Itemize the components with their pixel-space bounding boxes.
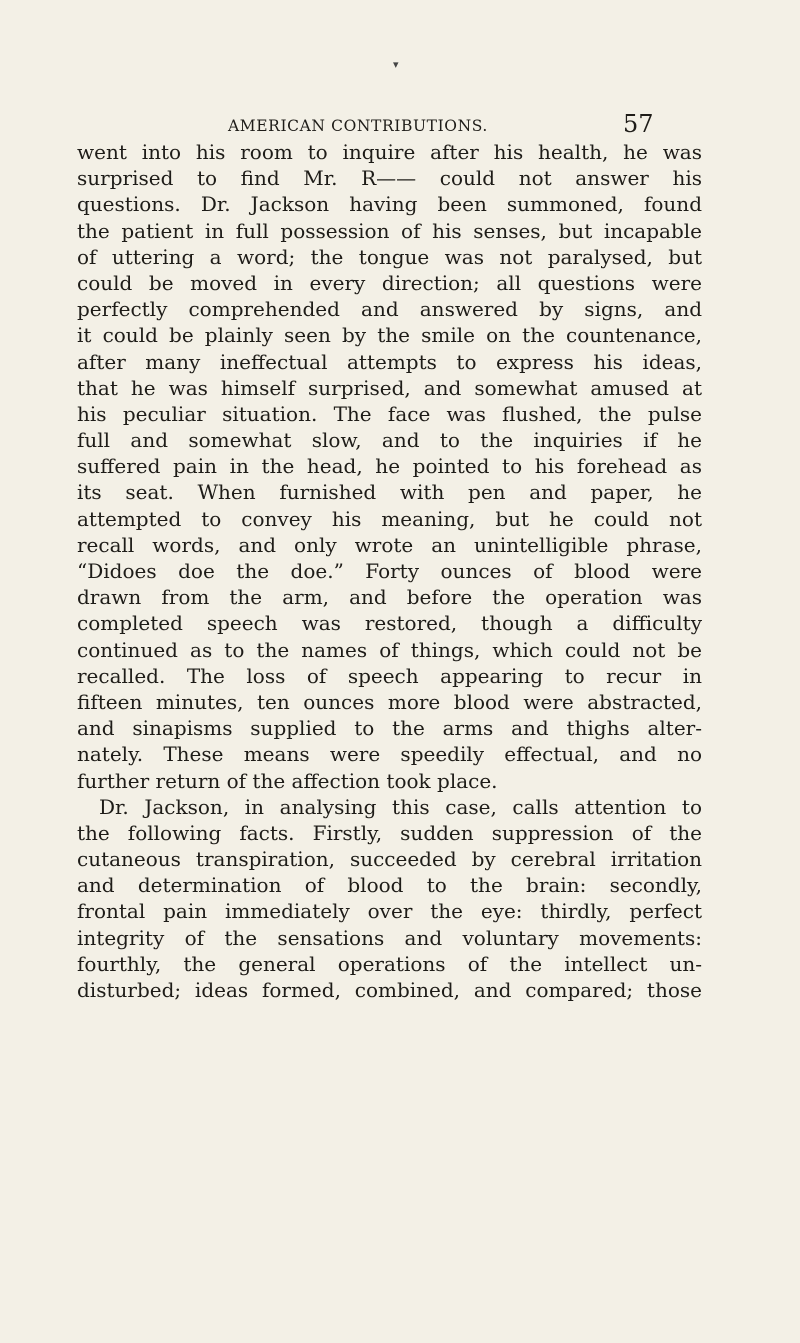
text-line: full and somewhat slow, and to the inquiries if he	[77, 428, 702, 453]
page-number: 57	[623, 110, 654, 138]
page-header	[0, 90, 800, 138]
text-line: after many ineffectual attempts to express his ideas,	[77, 349, 702, 374]
text-line: “Didoes doe the doe.” Forty ounces of blood were	[77, 559, 702, 583]
text-line: questions. Dr. Jackson having been summoned, found	[77, 192, 702, 217]
text-line: it could be plainly seen by the smile on the countenance,	[77, 323, 702, 348]
text-line: recalled. The loss of speech appearing to recur in	[77, 663, 702, 688]
body-text	[77, 139, 702, 1003]
text-line: fifteen minutes, ten ounces more blood were abstracted,	[77, 689, 702, 714]
text-line: suffered pain in the head, he pointed to his forehead as	[77, 454, 702, 479]
text-line: cutaneous transpiration, succeeded by cerebral irritation	[77, 847, 702, 872]
printer-mark: ▾	[393, 58, 399, 71]
text-line: and determination of blood to the brain: secondly,	[77, 873, 702, 898]
text-line: the following facts. Firstly, sudden suppression of the	[77, 820, 702, 845]
text-line: of uttering a word; the tongue was not paralysed, but	[77, 244, 702, 269]
text-line: that he was himself surprised, and somewhat amused at	[77, 375, 702, 400]
text-line: nately. These means were speedily effectual, and no	[77, 742, 702, 767]
text-line: fourthly, the general operations of the intellect un-	[77, 951, 702, 976]
text-line: continued as to the names of things, which could not be	[77, 637, 702, 662]
text-line: could be moved in every direction; all questions were	[77, 270, 702, 295]
text-line: went into his room to inquire after his health, he was	[77, 140, 702, 164]
text-line: completed speech was restored, though a difficulty	[77, 611, 702, 636]
text-line: attempted to convey his meaning, but he could not	[77, 506, 702, 531]
text-line: his peculiar situation. The face was flushed, the pulse	[77, 401, 702, 426]
text-line: drawn from the arm, and before the operation was	[77, 585, 702, 610]
text-line: and sinapisms supplied to the arms and thighs alter-	[77, 716, 702, 741]
text-line: the patient in full possession of his senses, but incapable	[77, 218, 702, 243]
text-line: frontal pain immediately over the eye: thirdly, perfect	[77, 899, 702, 924]
text-line: disturbed; ideas formed, combined, and compared; those	[77, 978, 702, 1002]
paragraph-end-line: further return of the affection took place.	[77, 768, 498, 793]
paragraph-start-line: Dr. Jackson, in analysing this case, calls attention to	[99, 794, 702, 819]
text-line: recall words, and only wrote an unintelligible phrase,	[77, 532, 702, 557]
text-line: perfectly comprehended and answered by signs, and	[77, 297, 702, 322]
text-line: its seat. When furnished with pen and paper, he	[77, 480, 702, 505]
running-head: AMERICAN CONTRIBUTIONS.	[228, 117, 488, 135]
text-line: integrity of the sensations and voluntary movements:	[77, 925, 702, 950]
text-line: surprised to find Mr. R—— could not answer his	[77, 166, 702, 191]
